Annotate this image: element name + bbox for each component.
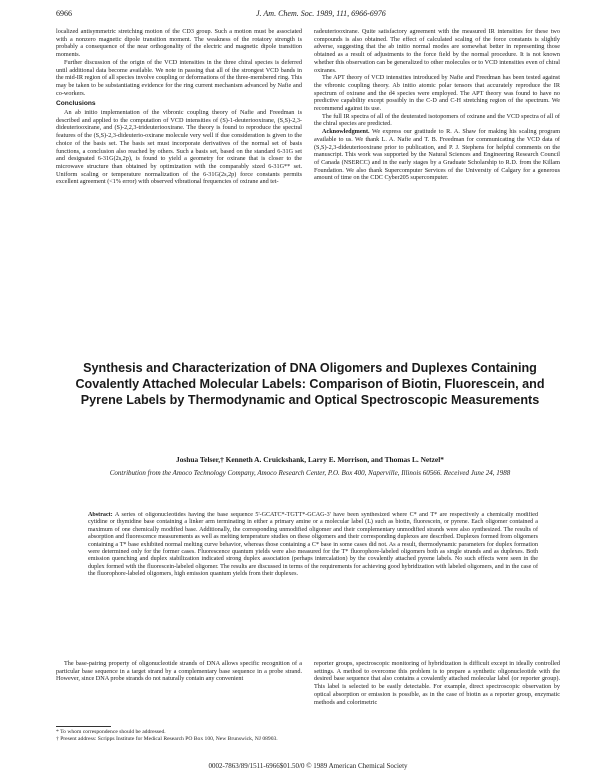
paragraph: The full IR spectra of all of the deuterated isotopomers of oxirane and the VCD spectra of all of the chiral species are predicted. <box>314 112 560 128</box>
paragraph: localized antisymmetric stretching motion of the CD3 group. Such a motion must be associated with a nonzero magnetic dipole transition moment. The weakness of the rotatory strength is probably a consequence of the near orthogonality of the electric and magnetic dipole transition moments. <box>56 28 302 59</box>
acknowledgment-text: We express our gratitude to R. A. Shaw for making his scaling program available to us. We thank L. A. Nafie and T. B. Freedman for communicating the VCD data of (S,S)-2,3-dideuteriooxirane prior to publication, and P. J. Stephens for helpful comments on the manuscript. This work was supported by the Natural Sciences and Engineering Research Council of Canada (NSERCC) and in the early stages by a Graduate Scholarship to R.D. from the Killam Foundation. We also thank Supercomputer Services of the University of Calgary for a generous amount of time on the CDC Cyber205 supercomputer. <box>314 128 560 182</box>
footnote: * To whom correspondence should be addressed. <box>56 729 166 735</box>
journal-citation: J. Am. Chem. Soc. 1989, 111, 6966-6976 <box>256 9 386 18</box>
paragraph: The APT theory of VCD intensities introduced by Nafie and Freedman has been tested against the vibronic coupling theory. Ab initio atomic polar tensors that accurately reproduce the IR spectrum of oxirane and the d4 species were employed. The APT theory was found to have no predictive capability except possibly in the C-D and C-H stretching region of the spectrum. We recommend against its use. <box>314 74 560 113</box>
paragraph: reporter groups, spectroscopic monitoring of hybridization is difficult except in ideally controlled settings. A method to overcome this problem is to prepare a synthetic oligonucleotide with the desired base sequence that also contains a covalently attached molecular label (or reporter group). This label is selected to be easily detectable. For example, direct spectroscopic observation by optical absorption or emission is possible, as in the case of biotin as a reporter group, enzymatic methods and colorimetric <box>314 660 560 706</box>
paragraph: An ab initio implementation of the vibronic coupling theory of Nafie and Freedman is described and applied to the computation of VCD intensities of (S)-1-deuteriooxirane, (S,S)-2,3-dideuteriooxirane, and (S)-2,2,3-trideuteriooxirane. The theory is found to reproduce the spectral features of the (S,S)-2,3-dideuterio-oxirane molecule very well if due consideration is given to the choice of the basis set. The basis set must incorporate derivatives of the normal set of basis functions, a conclusion also reached by others. Such a basis set, based on the standard 6-31G set and designated 6-31G(2s,2p), is found to yield a geometry for oxirane that is closer to the microwave structure than obtained by optimization with the comparably sized 6-31G** set. Uniform scaling or temperature normalization of the 6-31G(2s,2p) force constants permits excellent agreement (<1% error) with observed vibrational frequencies of oxirane and tet- <box>56 109 302 186</box>
acknowledgment-heading: Acknowledgment. <box>322 128 370 136</box>
paragraph: The base-pairing property of oligonucleotide strands of DNA allows specific recognition of a particular base sequence in a target strand by a complementary base sequence in a probe strand. However, since DNA probe strands do not naturally contain any convenient <box>56 660 302 683</box>
article-title: Synthesis and Characterization of DNA Oligomers and Duplexes Containing Covalently Attached Molecular Labels: Comparison of Biotin, Fluorescein, and Pyrene Labels by Thermodynamic and Optical Spectroscopic Measurements <box>75 361 545 407</box>
page-number: 6966 <box>56 9 72 18</box>
body-left-column <box>56 660 302 722</box>
footnotes <box>56 729 302 743</box>
abstract <box>88 512 538 642</box>
abstract-label: Abstract: <box>88 512 113 518</box>
paragraph: Further discussion of the origin of the VCD intensities in the three chiral species is deferred until additional data become available. We note in passing that all of the strongest VCD bands in the mid-IR region of all species involve coupling or deformations of the three-membered ring. This may be taken to be substantiating evidence for the ring current mechanism advanced by Nafie and co-workers. <box>56 58 302 97</box>
paragraph: radeuteriooxirane. Quite satisfactory agreement with the measured IR intensities for these two compounds is also obtained. The effect of calculated scaling of the force constants is slightly adverse, suggesting that the ab initio normal modes are somewhat better in representing those obtained as a result of adjustments to the force field by the normal procedure. It is not known whether this observation can be generalized to other molecules or to VCD intensities even of chiral oxiranes. <box>314 28 560 74</box>
abstract-text: A series of oligonucleotides having the base sequence 5'-GCATC*-TGTT*-GCAG-3' have been synthesized where C* and T* are respectively a chemically modified cytidine or thymidine base containing a linker arm terminating in either a primary amine or a molecular label (L) such as biotin, fluorescein, or pyrene. Each oligomer contained a maximum of one chemically modified base. Additionally, the corresponding unmodified oligomer and their complementary unmodified strands were also synthesized. The results of absorption and fluorescence measurements as well as melting temperature studies on these oligomers and their corresponding duplexes are described. Duplexes formed from oligomers containing a T* base exhibited normal melting curve behavior, whereas those containing a C* base in some cases did not. As a result, thermodynamic parameters for duplex formation were determined only for the former cases. Fluorescence quantum yields were also measured for the T* fluorophore-labeled oligomers both as single strands and as duplexes. Both emission quenching and duplex stabilization indicated strong duplex association (perhaps intercalation) by the covalently attached pyrene labels. No such effects were seen in the duplex formed with the fluorescein-labeled oligomer. The results are discussed in terms of the requirements for achieving good hybridization with labeled oligomers, and in the case of the fluorophore-labeled oligomers, high emission quantum yields from their duplexes. <box>88 512 538 578</box>
contribution-line: Contribution from the Amoco Technology Company, Amoco Research Center, P.O. Box 400, Naperville, Illinois 60566. Received June 24, 1988 <box>109 469 511 477</box>
running-header <box>56 8 560 20</box>
previous-article-right-column <box>314 28 560 304</box>
conclusions-heading: Conclusions <box>56 100 96 108</box>
article-authors: Joshua Telser,† Kenneth A. Cruickshank, Larry E. Morrison, and Thomas L. Netzel* <box>176 455 444 464</box>
previous-article-left-column <box>56 28 302 304</box>
body-right-column <box>314 660 560 760</box>
page-footer: 0002-7863/89/1511-6966$01.50/0 © 1989 American Chemical Society <box>208 762 408 770</box>
footnote: † Present address: Scripps Institute for Medical Research PO Box 100, New Brunswick, NJ 08903. <box>56 736 278 742</box>
footnote-rule <box>56 726 111 727</box>
acknowledgment-paragraph <box>314 128 560 182</box>
